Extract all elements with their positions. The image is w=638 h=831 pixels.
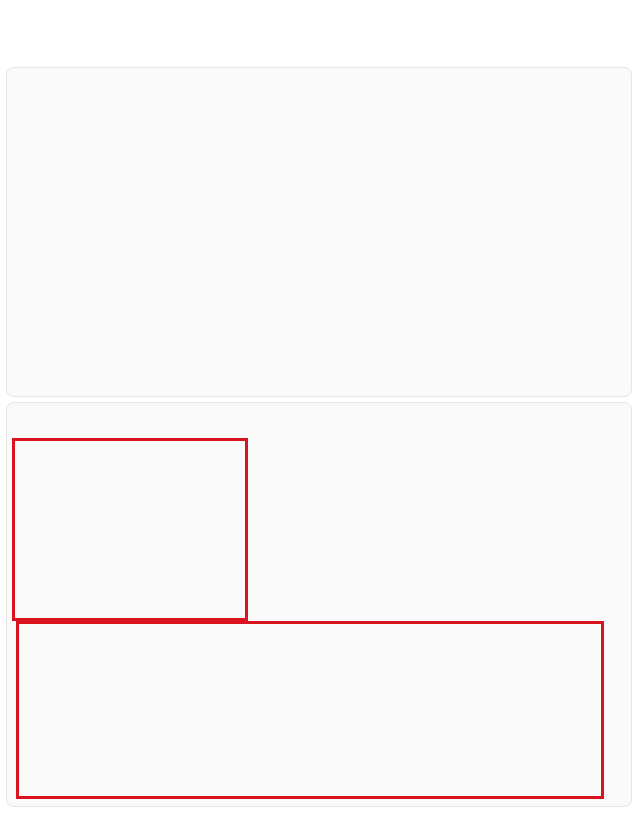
highlight-box-row1 [12, 438, 248, 621]
temperature-precip-chart [0, 180, 638, 375]
highlight-box-row2 [16, 621, 604, 799]
